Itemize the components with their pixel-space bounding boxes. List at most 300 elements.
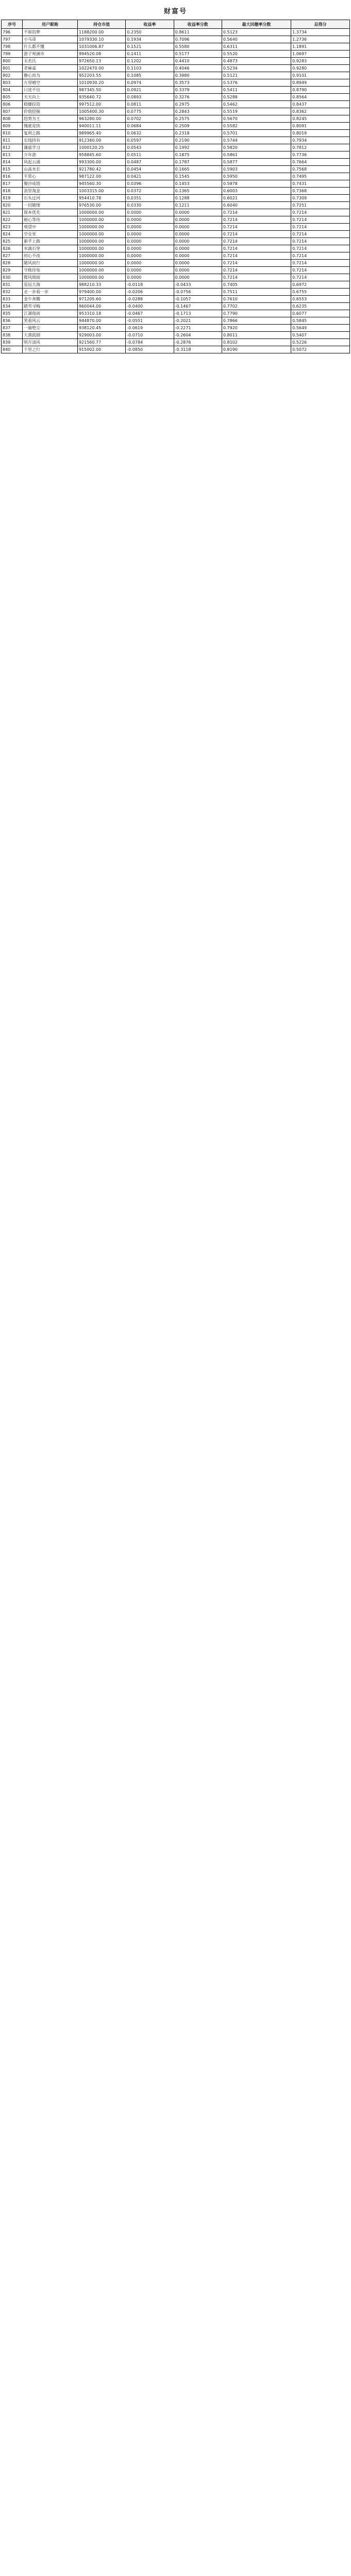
cell-market-value: 953310.18 bbox=[77, 310, 125, 317]
cell-return-score: -0.2876 bbox=[174, 339, 222, 346]
cell-nickname: 老麻雀 bbox=[22, 65, 77, 72]
cell-total-score: 0.7812 bbox=[291, 144, 350, 151]
cell-total-score: 0.7568 bbox=[291, 166, 350, 173]
table-row bbox=[2, 317, 350, 325]
table-row bbox=[2, 94, 350, 101]
cell-index: 826 bbox=[2, 245, 23, 252]
header-cell-market-value: 持仓市值 bbox=[77, 20, 125, 29]
cell-return-rate: 0.0421 bbox=[126, 173, 174, 180]
cell-total-score: 0.7495 bbox=[291, 173, 350, 180]
cell-market-value: 1010930.20 bbox=[77, 79, 125, 87]
table-row bbox=[2, 231, 350, 238]
header-row bbox=[2, 20, 350, 29]
cell-drawdown-score: 0.7920 bbox=[222, 325, 291, 332]
table-row bbox=[2, 115, 350, 123]
cell-drawdown-score: 0.5520 bbox=[222, 50, 291, 58]
cell-drawdown-score: 0.5877 bbox=[222, 159, 291, 166]
cell-total-score: 1.2736 bbox=[291, 36, 350, 43]
cell-market-value: 987345.50 bbox=[77, 87, 125, 94]
cell-index: 823 bbox=[2, 224, 23, 231]
cell-market-value: 1188200.00 bbox=[77, 29, 125, 36]
cell-market-value: 1000000.00 bbox=[77, 267, 125, 274]
cell-market-value: 997512.00 bbox=[77, 101, 125, 108]
cell-total-score: 0.5226 bbox=[291, 339, 350, 346]
cell-index: 808 bbox=[2, 115, 23, 123]
table-row bbox=[2, 108, 350, 115]
cell-total-score: 0.7431 bbox=[291, 180, 350, 188]
cell-return-rate: 0.0000 bbox=[126, 245, 174, 252]
cell-index: 796 bbox=[2, 29, 23, 36]
cell-return-score: 0.0000 bbox=[174, 231, 222, 238]
header-cell-drawdown-score: 最大回撤率分数 bbox=[222, 20, 291, 29]
table-row bbox=[2, 267, 350, 274]
cell-total-score: 1.0697 bbox=[291, 50, 350, 58]
cell-total-score: 0.6972 bbox=[291, 281, 350, 289]
cell-return-score: 0.0000 bbox=[174, 260, 222, 267]
cell-total-score: 0.7309 bbox=[291, 195, 350, 202]
cell-index: 797 bbox=[2, 36, 23, 43]
cell-total-score: 0.5072 bbox=[291, 346, 350, 353]
table-row bbox=[2, 151, 350, 159]
cell-drawdown-score: 0.7866 bbox=[222, 317, 291, 325]
table-row bbox=[2, 339, 350, 346]
cell-drawdown-score: 0.5903 bbox=[222, 166, 291, 173]
cell-index: 817 bbox=[2, 180, 23, 188]
cell-nickname: 风起云涌 bbox=[22, 159, 77, 166]
cell-drawdown-score: 0.5978 bbox=[222, 180, 291, 188]
cell-market-value: 912340.00 bbox=[77, 137, 125, 144]
cell-index: 812 bbox=[2, 144, 23, 151]
cell-index: 803 bbox=[2, 79, 23, 87]
cell-index: 807 bbox=[2, 108, 23, 115]
cell-drawdown-score: 0.7214 bbox=[222, 238, 291, 245]
cell-return-score: 0.0000 bbox=[174, 267, 222, 274]
table-row bbox=[2, 289, 350, 296]
table-row bbox=[2, 209, 350, 216]
cell-nickname: 只进不出 bbox=[22, 87, 77, 94]
cell-total-score: 0.7736 bbox=[291, 151, 350, 159]
table-row bbox=[2, 274, 350, 281]
cell-total-score: 0.7214 bbox=[291, 224, 350, 231]
cell-total-score: 0.7214 bbox=[291, 238, 350, 245]
cell-return-score: -0.0756 bbox=[174, 289, 222, 296]
table-body bbox=[2, 29, 350, 353]
cell-nickname: 无名氏 bbox=[22, 58, 77, 65]
cell-index: 824 bbox=[2, 231, 23, 238]
cell-return-score: -0.1713 bbox=[174, 310, 222, 317]
cell-total-score: 0.6755 bbox=[291, 289, 350, 296]
cell-drawdown-score: 0.5411 bbox=[222, 87, 291, 94]
cell-return-score: 0.0000 bbox=[174, 274, 222, 281]
cell-return-score: 0.2975 bbox=[174, 101, 222, 108]
cell-index: 804 bbox=[2, 87, 23, 94]
cell-total-score: 0.9280 bbox=[291, 65, 350, 72]
cell-index: 827 bbox=[2, 252, 23, 260]
cell-total-score: 0.8091 bbox=[291, 123, 350, 130]
cell-drawdown-score: 0.7214 bbox=[222, 209, 291, 216]
cell-return-score: 0.1545 bbox=[174, 173, 222, 180]
cell-market-value: 935640.72 bbox=[77, 94, 125, 101]
cell-drawdown-score: 0.7511 bbox=[222, 289, 291, 296]
cell-drawdown-score: 0.7214 bbox=[222, 274, 291, 281]
cell-drawdown-score: 0.5861 bbox=[222, 151, 291, 159]
cell-drawdown-score: 0.7214 bbox=[222, 252, 291, 260]
cell-nickname: 价值挖掘 bbox=[22, 108, 77, 115]
header-cell-total-score: 总得分 bbox=[291, 20, 350, 29]
cell-return-rate: -0.0784 bbox=[126, 339, 174, 346]
page-title: 财富号 bbox=[163, 8, 187, 15]
cell-return-score: 0.3276 bbox=[174, 94, 222, 101]
cell-return-rate: 0.0000 bbox=[126, 216, 174, 224]
cell-total-score: 0.7368 bbox=[291, 188, 350, 195]
cell-return-score: -0.0433 bbox=[174, 281, 222, 289]
cell-drawdown-score: 0.5820 bbox=[222, 144, 291, 151]
table-row bbox=[2, 252, 350, 260]
cell-return-rate: 0.0632 bbox=[126, 130, 174, 137]
cell-return-rate: 0.0000 bbox=[126, 260, 174, 267]
cell-return-rate: 0.1103 bbox=[126, 65, 174, 72]
cell-total-score: 0.7214 bbox=[291, 231, 350, 238]
cell-return-rate: -0.0118 bbox=[126, 281, 174, 289]
cell-drawdown-score: 0.7610 bbox=[222, 296, 291, 303]
cell-nickname: 天天向上 bbox=[22, 94, 77, 101]
table-row bbox=[2, 166, 350, 173]
cell-total-score: 0.9101 bbox=[291, 72, 350, 79]
header-cell-index: 序号 bbox=[2, 20, 23, 29]
table-row bbox=[2, 72, 350, 79]
cell-drawdown-score: 0.5288 bbox=[222, 94, 291, 101]
cell-nickname: 江湖夜雨 bbox=[22, 310, 77, 317]
cell-nickname: 趋势为王 bbox=[22, 115, 77, 123]
table-row bbox=[2, 238, 350, 245]
cell-return-rate: 0.0702 bbox=[126, 115, 174, 123]
cell-total-score: 0.7214 bbox=[291, 252, 350, 260]
cell-return-rate: -0.0850 bbox=[126, 346, 174, 353]
header-cell-return-rate: 收益率 bbox=[126, 20, 174, 29]
cell-nickname: 笑看风云 bbox=[22, 317, 77, 325]
cell-return-rate: 0.0000 bbox=[126, 224, 174, 231]
cell-return-score: 0.0000 bbox=[174, 216, 222, 224]
table-row bbox=[2, 101, 350, 108]
cell-market-value: 954410.78 bbox=[77, 195, 125, 202]
cell-return-score: 0.0000 bbox=[174, 252, 222, 260]
cell-index: 813 bbox=[2, 151, 23, 159]
cell-total-score: 0.6553 bbox=[291, 296, 350, 303]
cell-drawdown-score: 0.5462 bbox=[222, 101, 291, 108]
cell-market-value: 1000000.00 bbox=[77, 231, 125, 238]
table-row bbox=[2, 202, 350, 209]
cell-return-rate: 0.0543 bbox=[126, 144, 174, 151]
cell-return-score: 0.2575 bbox=[174, 115, 222, 123]
cell-return-score: -0.2604 bbox=[174, 332, 222, 339]
cell-nickname: 千里之行 bbox=[22, 346, 77, 353]
cell-index: 820 bbox=[2, 202, 23, 209]
cell-total-score: 0.7214 bbox=[291, 267, 350, 274]
cell-index: 819 bbox=[2, 195, 23, 202]
cell-return-score: 0.5177 bbox=[174, 50, 222, 58]
table-header bbox=[2, 20, 350, 29]
cell-return-rate: 0.0974 bbox=[126, 79, 174, 87]
cell-market-value: 1000000.00 bbox=[77, 274, 125, 281]
cell-return-score: 0.0000 bbox=[174, 209, 222, 216]
cell-return-score: -0.2271 bbox=[174, 325, 222, 332]
cell-return-score: 0.3573 bbox=[174, 79, 222, 87]
cell-market-value: 1079330.10 bbox=[77, 36, 125, 43]
cell-return-rate: 0.1085 bbox=[126, 72, 174, 79]
cell-index: 839 bbox=[2, 339, 23, 346]
cell-return-score: -0.1467 bbox=[174, 303, 222, 310]
table-row bbox=[2, 50, 350, 58]
cell-market-value: 988210.33 bbox=[77, 281, 125, 289]
cell-return-score: 0.3980 bbox=[174, 72, 222, 79]
cell-nickname: 保本优先 bbox=[22, 209, 77, 216]
cell-market-value: 1000000.00 bbox=[77, 260, 125, 267]
cell-total-score: 0.7214 bbox=[291, 216, 350, 224]
cell-total-score: 1.3734 bbox=[291, 29, 350, 36]
cell-index: 821 bbox=[2, 209, 23, 216]
cell-return-rate: 0.1521 bbox=[126, 43, 174, 50]
cell-return-score: 0.1453 bbox=[174, 180, 222, 188]
cell-total-score: 0.5407 bbox=[291, 332, 350, 339]
cell-market-value: 960044.00 bbox=[77, 303, 125, 310]
cell-return-rate: 0.0330 bbox=[126, 202, 174, 209]
table-row bbox=[2, 29, 350, 36]
cell-index: 818 bbox=[2, 188, 23, 195]
cell-nickname: 明月清风 bbox=[22, 339, 77, 346]
cell-total-score: 0.7214 bbox=[291, 260, 350, 267]
cell-nickname: 慢就是快 bbox=[22, 123, 77, 130]
cell-nickname: 一骑绝尘 bbox=[22, 325, 77, 332]
table-row bbox=[2, 173, 350, 180]
cell-return-rate: -0.0619 bbox=[126, 325, 174, 332]
cell-index: 822 bbox=[2, 216, 23, 224]
cell-market-value: 938120.45 bbox=[77, 325, 125, 332]
cell-nickname: 静心而为 bbox=[22, 72, 77, 79]
cell-return-rate: 0.0511 bbox=[126, 151, 174, 159]
cell-market-value: 1003315.00 bbox=[77, 188, 125, 195]
table-row bbox=[2, 43, 350, 50]
cell-return-rate: 0.0893 bbox=[126, 94, 174, 101]
cell-drawdown-score: 0.5376 bbox=[222, 79, 291, 87]
cell-index: 830 bbox=[2, 274, 23, 281]
cell-nickname: 金牛奔腾 bbox=[22, 296, 77, 303]
cell-total-score: 0.8790 bbox=[291, 87, 350, 94]
cell-nickname: 稳健投资 bbox=[22, 101, 77, 108]
cell-nickname: 山高水长 bbox=[22, 166, 77, 173]
cell-return-score: -0.3118 bbox=[174, 346, 222, 353]
cell-index: 825 bbox=[2, 238, 23, 245]
cell-drawdown-score: 0.5640 bbox=[222, 36, 291, 43]
cell-index: 800 bbox=[2, 58, 23, 65]
cell-total-score: 0.6077 bbox=[291, 310, 350, 317]
table-row bbox=[2, 346, 350, 353]
cell-return-score: 0.4410 bbox=[174, 58, 222, 65]
table-row bbox=[2, 224, 350, 231]
header-cell-nickname: 用户昵称 bbox=[22, 20, 77, 29]
cell-drawdown-score: 0.7214 bbox=[222, 231, 291, 238]
cell-total-score: 0.8019 bbox=[291, 130, 350, 137]
cell-return-rate: 0.0372 bbox=[126, 188, 174, 195]
cell-return-score: 0.1211 bbox=[174, 202, 222, 209]
cell-drawdown-score: 0.5582 bbox=[222, 123, 291, 130]
cell-total-score: 0.8245 bbox=[291, 115, 350, 123]
cell-index: 802 bbox=[2, 72, 23, 79]
cell-return-rate: 0.0000 bbox=[126, 231, 174, 238]
header-cell-return-score: 收益率分数 bbox=[174, 20, 222, 29]
cell-return-rate: 0.0487 bbox=[126, 159, 174, 166]
cell-return-rate: 0.0000 bbox=[126, 209, 174, 216]
cell-total-score: 0.5845 bbox=[291, 317, 350, 325]
cell-drawdown-score: 0.7790 bbox=[222, 310, 291, 317]
cell-index: 833 bbox=[2, 296, 23, 303]
cell-drawdown-score: 0.5121 bbox=[222, 72, 291, 79]
cell-drawdown-score: 0.6003 bbox=[222, 188, 291, 195]
cell-nickname: 观望中 bbox=[22, 224, 77, 231]
cell-market-value: 958845.60 bbox=[77, 151, 125, 159]
table-row bbox=[2, 123, 350, 130]
cell-return-score: 0.3379 bbox=[174, 87, 222, 94]
cell-index: 805 bbox=[2, 94, 23, 101]
cell-drawdown-score: 0.7214 bbox=[222, 216, 291, 224]
cell-index: 829 bbox=[2, 267, 23, 274]
cell-return-rate: -0.0551 bbox=[126, 317, 174, 325]
cell-market-value: 1000000.00 bbox=[77, 216, 125, 224]
table-row bbox=[2, 332, 350, 339]
cell-nickname: 一切随缘 bbox=[22, 202, 77, 209]
cell-index: 831 bbox=[2, 281, 23, 289]
table-row bbox=[2, 36, 350, 43]
cell-drawdown-score: 0.5950 bbox=[222, 173, 291, 180]
cell-return-rate: 0.0396 bbox=[126, 180, 174, 188]
cell-nickname: 浪里淘金 bbox=[22, 188, 77, 195]
cell-return-rate: 0.0811 bbox=[126, 101, 174, 108]
cell-total-score: 0.9283 bbox=[291, 58, 350, 65]
cell-market-value: 945560.30 bbox=[77, 180, 125, 188]
table-row bbox=[2, 296, 350, 303]
cell-index: 811 bbox=[2, 137, 23, 144]
cell-market-value: 952203.55 bbox=[77, 72, 125, 79]
table-row bbox=[2, 130, 350, 137]
table-row bbox=[2, 58, 350, 65]
table-row bbox=[2, 281, 350, 289]
cell-total-score: 0.8437 bbox=[291, 101, 350, 108]
cell-market-value: 979400.00 bbox=[77, 289, 125, 296]
cell-index: 810 bbox=[2, 130, 23, 137]
cell-nickname: 初心不改 bbox=[22, 252, 77, 260]
table-row bbox=[2, 325, 350, 332]
cell-nickname: 聚沙成塔 bbox=[22, 180, 77, 188]
cell-return-rate: 0.0000 bbox=[126, 267, 174, 274]
cell-return-score: 0.0000 bbox=[174, 238, 222, 245]
cell-return-rate: 0.1202 bbox=[126, 58, 174, 65]
table-row bbox=[2, 260, 350, 267]
cell-market-value: 944870.00 bbox=[77, 317, 125, 325]
cell-market-value: 929003.00 bbox=[77, 332, 125, 339]
cell-market-value: 993300.00 bbox=[77, 159, 125, 166]
cell-return-rate: 0.0921 bbox=[126, 87, 174, 94]
cell-total-score: 0.7664 bbox=[291, 159, 350, 166]
cell-index: 809 bbox=[2, 123, 23, 130]
cell-return-score: 0.7096 bbox=[174, 36, 222, 43]
cell-nickname: 守株待兔 bbox=[22, 267, 77, 274]
cell-drawdown-score: 0.4873 bbox=[222, 58, 291, 65]
cell-return-score: 0.2190 bbox=[174, 137, 222, 144]
cell-return-score: 0.2318 bbox=[174, 130, 222, 137]
cell-drawdown-score: 0.5744 bbox=[222, 137, 291, 144]
cell-return-score: 0.1365 bbox=[174, 188, 222, 195]
cell-drawdown-score: 0.6040 bbox=[222, 202, 291, 209]
cell-total-score: 0.8564 bbox=[291, 94, 350, 101]
cell-return-rate: -0.0400 bbox=[126, 303, 174, 310]
cell-return-score: 0.0000 bbox=[174, 245, 222, 252]
cell-market-value: 940011.11 bbox=[77, 123, 125, 130]
cell-index: 814 bbox=[2, 159, 23, 166]
cell-index: 816 bbox=[2, 173, 23, 180]
cell-drawdown-score: 0.5519 bbox=[222, 108, 291, 115]
cell-market-value: 994520.08 bbox=[77, 50, 125, 58]
cell-return-score: 0.2843 bbox=[174, 108, 222, 115]
table-row bbox=[2, 303, 350, 310]
cell-nickname: 小马哥 bbox=[22, 36, 77, 43]
cell-market-value: 1005400.30 bbox=[77, 108, 125, 115]
cell-market-value: 921780.42 bbox=[77, 166, 125, 173]
cell-return-rate: 0.0684 bbox=[126, 123, 174, 130]
cell-drawdown-score: 0.5701 bbox=[222, 130, 291, 137]
cell-return-rate: -0.0710 bbox=[126, 332, 174, 339]
cell-market-value: 1000000.00 bbox=[77, 209, 125, 216]
cell-return-score: 0.1992 bbox=[174, 144, 222, 151]
cell-market-value: 971205.60 bbox=[77, 296, 125, 303]
cell-nickname: 游子观调市 bbox=[22, 50, 77, 58]
cell-drawdown-score: 0.7214 bbox=[222, 224, 291, 231]
cell-index: 834 bbox=[2, 303, 23, 310]
cell-return-rate: 0.0597 bbox=[126, 137, 174, 144]
cell-return-rate: -0.0288 bbox=[126, 296, 174, 303]
cell-drawdown-score: 0.7702 bbox=[222, 303, 291, 310]
cell-nickname: 新手上路 bbox=[22, 238, 77, 245]
cell-total-score: 0.7934 bbox=[291, 137, 350, 144]
cell-market-value: 1000000.00 bbox=[77, 238, 125, 245]
table-row bbox=[2, 87, 350, 94]
cell-nickname: 微风细雨 bbox=[22, 274, 77, 281]
cell-return-score: 0.2509 bbox=[174, 123, 222, 130]
cell-market-value: 976530.00 bbox=[77, 202, 125, 209]
cell-return-score: 0.1288 bbox=[174, 195, 222, 202]
cell-nickname: 耐心等待 bbox=[22, 216, 77, 224]
cell-total-score: 0.7214 bbox=[291, 209, 350, 216]
cell-drawdown-score: 0.8102 bbox=[222, 339, 291, 346]
cell-return-rate: 0.1934 bbox=[126, 36, 174, 43]
cell-return-rate: 0.0775 bbox=[126, 108, 174, 115]
cell-index: 832 bbox=[2, 289, 23, 296]
cell-market-value: 921560.77 bbox=[77, 339, 125, 346]
cell-return-score: 0.1665 bbox=[174, 166, 222, 173]
cell-market-value: 972650.13 bbox=[77, 58, 125, 65]
cell-return-rate: 0.0000 bbox=[126, 238, 174, 245]
table-row bbox=[2, 180, 350, 188]
cell-total-score: 1.1891 bbox=[291, 43, 350, 50]
cell-return-score: 0.8611 bbox=[174, 29, 222, 36]
cell-return-rate: 0.2350 bbox=[126, 29, 174, 36]
cell-return-score: 0.4046 bbox=[174, 65, 222, 72]
cell-index: 836 bbox=[2, 317, 23, 325]
cell-return-score: 0.1787 bbox=[174, 159, 222, 166]
cell-return-rate: -0.0467 bbox=[126, 310, 174, 317]
cell-market-value: 1022470.00 bbox=[77, 65, 125, 72]
cell-index: 801 bbox=[2, 65, 23, 72]
cell-index: 835 bbox=[2, 310, 23, 317]
cell-total-score: 0.6235 bbox=[291, 303, 350, 310]
